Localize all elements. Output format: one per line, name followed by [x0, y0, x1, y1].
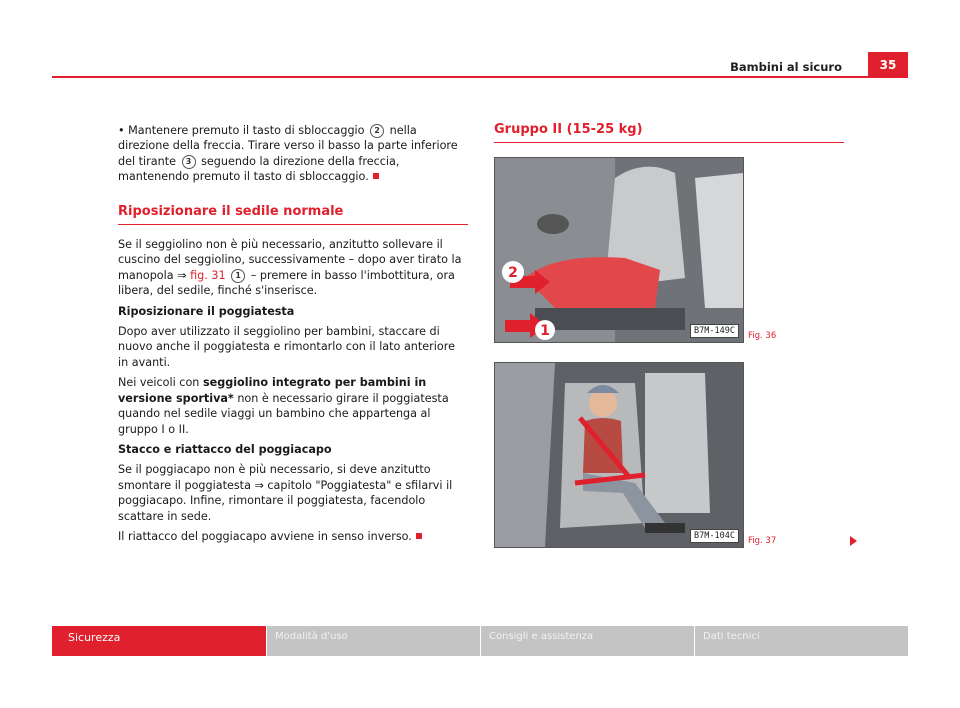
fig-31-link[interactable]: fig. 31	[190, 268, 226, 282]
end-mark-icon	[416, 533, 422, 539]
p5-text: Il riattacco del poggiacapo avviene in senso inverso.	[118, 529, 412, 543]
figure-37	[494, 362, 744, 548]
p3-text-a: Nei veicoli con	[118, 376, 200, 390]
p1-text-b: – premere in basso l'imbottitura, ora libera, del sedile, finché s'inserisce.	[118, 268, 455, 298]
paragraph-4: Se il poggiacapo non è più necessario, si deve anzitutto smontare il poggiatesta ⇒ capitolo "Poggiatesta" e sfilarvi il poggiacapo. Infine, rimontare il poggiatesta, facendolo scattare in sede.	[118, 463, 453, 523]
p3-text-b: non è necessario girare il poggiatesta quando nel sedile viaggi un bambino che appartenga al gruppo I o II.	[118, 391, 449, 436]
figure-code: B7M-104C	[690, 529, 739, 543]
paragraph-2: Dopo aver utilizzato il seggiolino per bambini, staccare di nuovo anche il poggiatesta e rimontarlo con il lato anteriore in avanti.	[118, 325, 455, 369]
tab-consigli-assistenza[interactable]: Consigli e assistenza	[481, 626, 694, 656]
section-title-riposizionare: Riposizionare il sedile normale	[118, 203, 344, 219]
callout-1-icon: 1	[231, 269, 245, 283]
end-mark-icon	[373, 173, 379, 179]
page-number: 35	[868, 52, 908, 78]
intro-text-a: • Mantenere premuto il tasto di sbloccaggio	[118, 124, 365, 137]
left-column	[118, 123, 468, 549]
paragraph-3	[118, 375, 468, 437]
tab-dati-tecnici[interactable]: Dati tecnici	[695, 626, 908, 656]
section-rule	[494, 142, 844, 143]
seat-cushion-illustration	[495, 158, 743, 342]
header-rule	[52, 76, 908, 78]
child-seat-illustration	[495, 363, 743, 547]
figure-36-caption: Fig. 36	[748, 331, 777, 341]
subheading-poggiatesta: Riposizionare il poggiatesta	[118, 304, 295, 318]
figure-36	[494, 157, 744, 343]
tab-modalita-uso[interactable]: Modalità d'uso	[267, 626, 480, 656]
p1-text-a: Se il seggiolino non è più necessario, anzitutto sollevare il cuscino del seggiolino, successivamente – dopo aver tirato la manopola ⇒	[118, 238, 462, 282]
subheading-poggiacapo: Stacco e riattacco del poggiacapo	[118, 442, 332, 456]
section-rule	[118, 224, 468, 225]
chapter-title: Bambini al sicuro	[730, 60, 842, 74]
callout-3-icon: 3	[182, 155, 196, 169]
paragraph-1	[118, 237, 468, 299]
intro-paragraph	[118, 123, 468, 185]
callout-2-icon: 2	[370, 124, 384, 138]
figure-label-2: 2	[508, 265, 518, 281]
p3-bold: seggiolino integrato per bambini in versione sportiva*	[118, 376, 427, 405]
footer-nav	[52, 626, 909, 656]
figure-code: B7M-149C	[690, 324, 739, 338]
figure-label-1: 1	[540, 323, 550, 339]
continue-arrow-icon	[850, 536, 857, 546]
section-title-gruppo: Gruppo II (15-25 kg)	[494, 122, 643, 137]
figure-37-caption: Fig. 37	[748, 536, 777, 546]
intro-text-c: seguendo la direzione della freccia, mantenendo premuto il tasto di sbloccaggio.	[118, 154, 400, 184]
intro-text-b: nella direzione della freccia. Tirare verso il basso la parte inferiore del tirante	[118, 124, 458, 168]
paragraph-5	[118, 529, 468, 544]
right-column-header	[494, 122, 844, 155]
tab-sicurezza[interactable]: Sicurezza	[52, 626, 266, 656]
